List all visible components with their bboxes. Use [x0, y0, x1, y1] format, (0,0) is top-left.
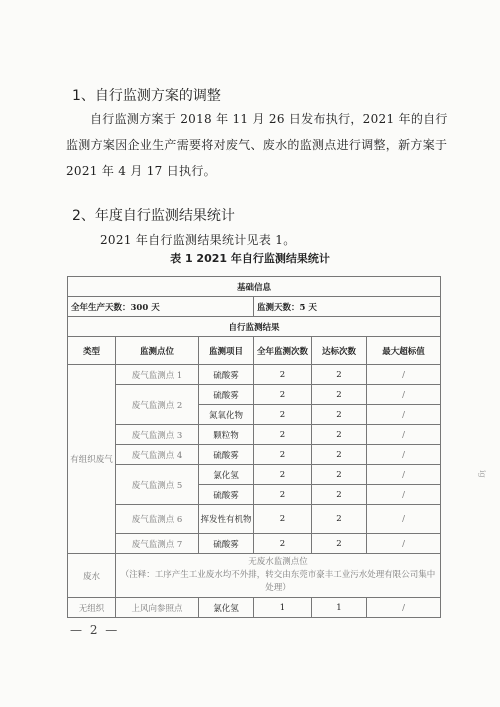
max-cell: /	[367, 405, 441, 425]
table-row	[68, 445, 441, 465]
max-cell: /	[367, 534, 441, 554]
group-label: 有组织废气	[68, 365, 116, 554]
basic-info-title: 基础信息	[68, 277, 441, 297]
pass-cell: 2	[312, 465, 367, 485]
item-cell: 硫酸雾	[199, 485, 254, 505]
item-cell: 氯化氢	[199, 465, 254, 485]
max-cell: /	[367, 485, 441, 505]
wastewater-info	[116, 554, 441, 598]
wastewater-row	[68, 554, 441, 598]
item-cell: 挥发性有机物	[199, 505, 254, 534]
monitoring-days: 监测天数：5 天	[254, 297, 441, 317]
point-cell: 废气监测点 2	[116, 385, 199, 425]
wastewater-label: 废水	[68, 554, 116, 598]
item-cell: 颗粒物	[199, 425, 254, 445]
pass-cell: 2	[312, 425, 367, 445]
fugitive-row	[68, 598, 441, 618]
header-max: 最大超标值	[367, 337, 441, 365]
table-row	[68, 505, 441, 534]
max-cell: /	[367, 425, 441, 445]
monitoring-results-table	[67, 276, 441, 618]
point-cell: 废气监测点 1	[116, 365, 199, 385]
count-cell: 2	[254, 534, 312, 554]
point-cell: 废气监测点 5	[116, 465, 199, 505]
table-row	[68, 425, 441, 445]
wastewater-none: 无废水监测点位	[248, 557, 308, 567]
table-row	[68, 385, 441, 405]
fugitive-max: /	[367, 598, 441, 618]
results-title: 自行监测结果	[68, 317, 441, 337]
max-cell: /	[367, 445, 441, 465]
section1-heading: 1、自行监测方案的调整	[72, 88, 221, 104]
count-cell: 2	[254, 485, 312, 505]
header-pass: 达标次数	[312, 337, 367, 365]
max-cell: /	[367, 465, 441, 485]
count-cell: 2	[254, 365, 312, 385]
fugitive-count: 1	[254, 598, 312, 618]
header-count: 全年监测次数	[254, 337, 312, 365]
max-cell: /	[367, 385, 441, 405]
page-number: — 2 —	[70, 623, 120, 637]
item-cell: 硫酸雾	[199, 385, 254, 405]
pass-cell: 2	[312, 405, 367, 425]
pass-cell: 2	[312, 445, 367, 465]
count-cell: 2	[254, 445, 312, 465]
fugitive-item: 氯化氢	[199, 598, 254, 618]
count-cell: 2	[254, 405, 312, 425]
section1-paragraph: 自行监测方案于 2018 年 11 月 26 日发布执行，2021 年的自行监测方案因企业生产需要将对废气、废水的监测点进行调整，新方案于 2021 年 4 月 17 日执行。	[66, 112, 448, 178]
header-type: 类型	[68, 337, 116, 365]
pass-cell: 2	[312, 534, 367, 554]
margin-mark: ig	[478, 470, 487, 478]
fugitive-pass: 1	[312, 598, 367, 618]
point-cell: 废气监测点 4	[116, 445, 199, 465]
point-cell: 废气监测点 3	[116, 425, 199, 445]
item-cell: 氮氧化物	[199, 405, 254, 425]
fugitive-label: 无组织	[68, 598, 116, 618]
table-row	[68, 365, 441, 385]
wastewater-note: （注释：工序产生工业废水均不外排，转交由东莞市豪丰工业污水处理有限公司集中处理）	[120, 570, 436, 593]
count-cell: 2	[254, 505, 312, 534]
point-cell: 废气监测点 7	[116, 534, 199, 554]
max-cell: /	[367, 505, 441, 534]
count-cell: 2	[254, 385, 312, 405]
point-cell: 废气监测点 6	[116, 505, 199, 534]
count-cell: 2	[254, 425, 312, 445]
table-caption: 表 1 2021 年自行监测结果统计	[170, 252, 330, 265]
section2-heading: 2、年度自行监测结果统计	[72, 208, 235, 224]
pass-cell: 2	[312, 505, 367, 534]
item-cell: 硫酸雾	[199, 445, 254, 465]
count-cell: 2	[254, 465, 312, 485]
item-cell: 硫酸雾	[199, 534, 254, 554]
pass-cell: 2	[312, 365, 367, 385]
item-cell: 硫酸雾	[199, 365, 254, 385]
max-cell: /	[367, 365, 441, 385]
table-row	[68, 534, 441, 554]
production-days: 全年生产天数：300 天	[68, 297, 254, 317]
table-row	[68, 465, 441, 485]
fugitive-point: 上风向参照点	[116, 598, 199, 618]
pass-cell: 2	[312, 385, 367, 405]
header-item: 监测项目	[199, 337, 254, 365]
header-point: 监测点位	[116, 337, 199, 365]
pass-cell: 2	[312, 485, 367, 505]
section2-intro: 2021 年自行监测结果统计见表 1。	[100, 233, 296, 247]
